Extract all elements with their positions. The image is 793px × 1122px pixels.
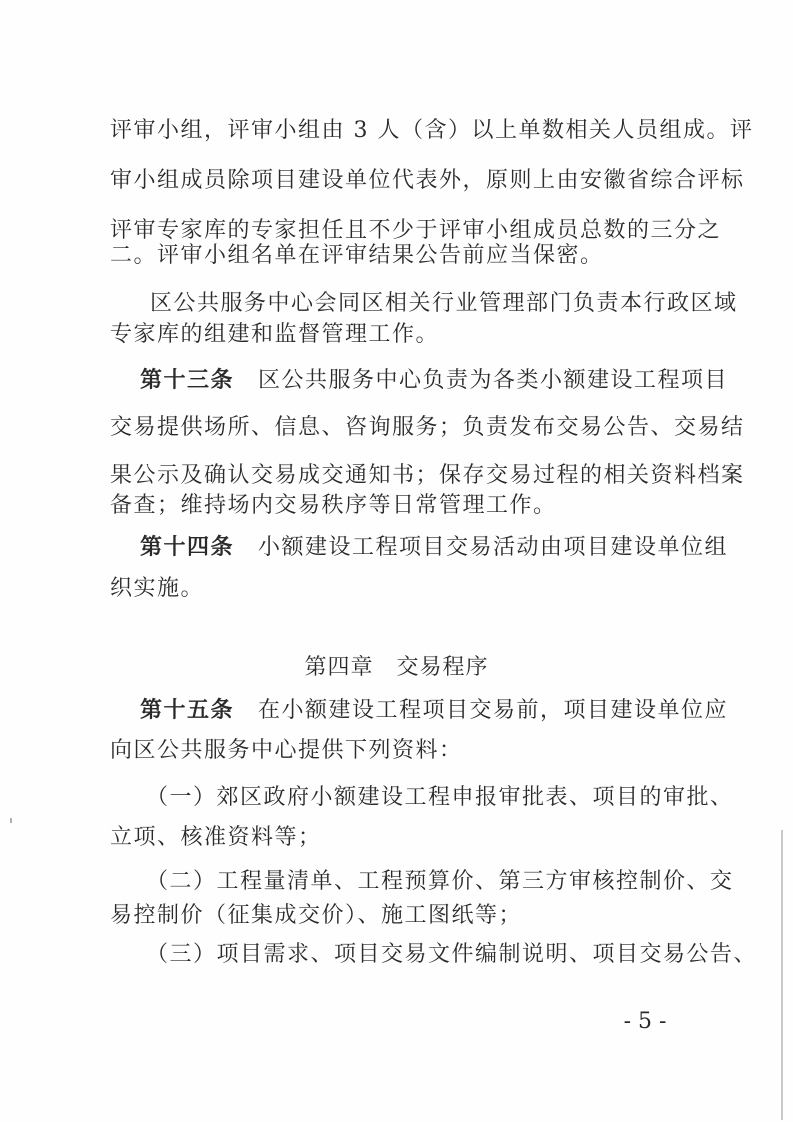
article-14-label: 第十四条: [140, 534, 235, 560]
list-item: （二）工程量清单、工程预算价、第三方审核控制价、交: [146, 869, 734, 894]
article-15-text: 在小额建设工程项目交易前，项目建设单位应: [258, 698, 729, 723]
text-line: 交易提供场所、信息、咨询服务；负责发布交易公告、交易结: [110, 415, 745, 440]
scan-edge-line: [781, 830, 783, 1120]
article-13-first-line: [0, 360, 729, 400]
text-line: 果公示及确认交易成交通知书；保存交易过程的相关资料档案: [110, 463, 745, 488]
text-line: 备查；维持场内交易秩序等日常管理工作。: [110, 493, 557, 518]
text-line: 织实施。: [110, 576, 205, 601]
text-line: 向区公共服务中心提供下列资料：: [110, 738, 463, 763]
list-item: 易控制价（征集成交价）、施工图纸等；: [110, 903, 523, 928]
article-15-label: 第十五条: [140, 697, 235, 723]
article-14-first-line: [0, 527, 729, 567]
text-line: 评审小组，评审小组由 3 人（含）以上单数相关人员组成。评: [110, 118, 754, 143]
article-14-text: 小额建设工程项目交易活动由项目建设单位组: [258, 535, 729, 560]
text-line: 评审专家库的专家担任且不少于评审小组成员总数的三分之: [110, 218, 722, 243]
text-line: 二。评审小组名单在评审结果公告前应当保密。: [110, 243, 604, 268]
scan-speck: [10, 818, 12, 823]
text-line: 专家库的组建和监督管理工作。: [110, 322, 440, 347]
list-item: 立项、核准资料等；: [110, 825, 322, 850]
list-item: （三）项目需求、项目交易文件编制说明、项目交易公告、: [146, 942, 758, 967]
text-line: 区公共服务中心会同区相关行业管理部门负责本行政区域: [150, 291, 738, 316]
article-15-first-line: [0, 690, 729, 730]
chapter-heading: 第四章 交易程序: [304, 655, 489, 680]
text-line: 审小组成员除项目建设单位代表外，原则上由安徽省综合评标: [110, 168, 745, 193]
article-13-label: 第十三条: [140, 367, 235, 393]
list-item: （一）郊区政府小额建设工程申报审批表、项目的审批、: [146, 785, 734, 810]
page-number: - 5 -: [623, 1009, 667, 1034]
article-13-text: 区公共服务中心负责为各类小额建设工程项目: [258, 368, 729, 393]
